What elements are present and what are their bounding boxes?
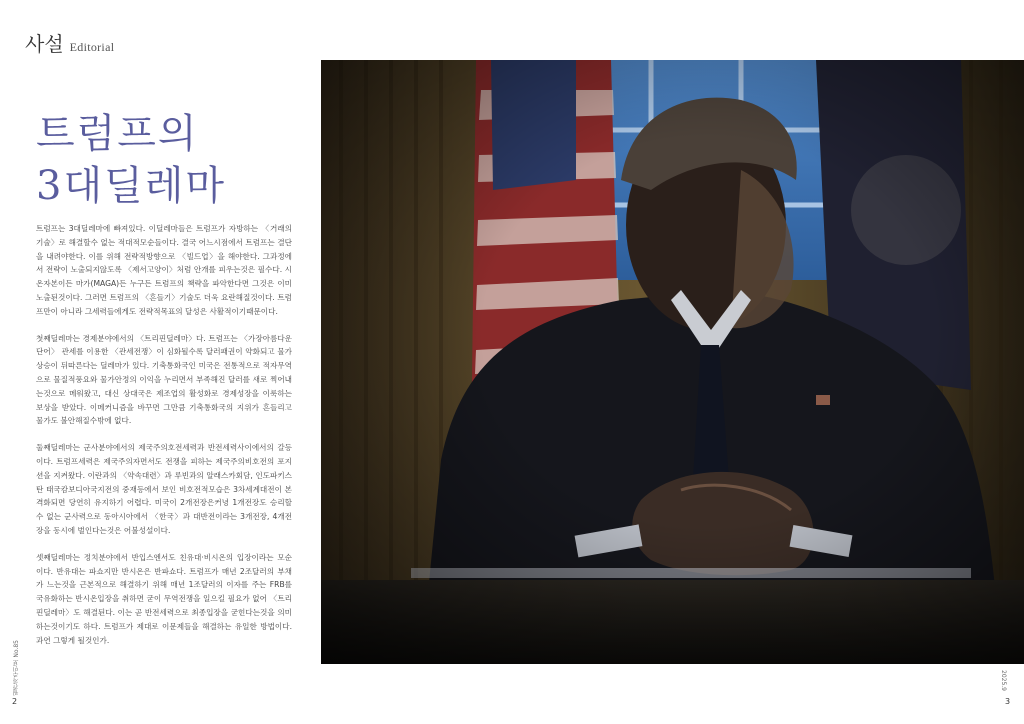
headline [36,108,226,212]
paragraph: 셋째딜레마는 정치분야에서 반입스엔서도 친유대·비시온의 입장이라는 모순이다. 반유대는 파쇼지만 반시온은 반파쇼다. 트럼프가 매년 2조달러의 부채가 느는것을 근본적으로 해결하기 위해 매년 1조달러의 이자를 주는 FRB를 국유화하는 반시온입장을 취하면 굳이 무역전쟁을 일으킬 필요가 없어 〈트리핀딜레마〉도 해결된다. 이는 곧 반전세력으로 최종입장을 굳힌다는것을 의미하는것이기도 하다. 트럼프가 제대로 이문제들을 해결하는 유일한 방법이다. 과연 그렇게 될것인가. [36,552,292,645]
side-caption-right: 2025.9 [1000,670,1007,691]
page-number-right: 3 [1005,697,1011,706]
side-caption-left: 월간자주민보 No.85 [13,640,20,696]
headline-line-2: 3대딜레마 [36,163,227,209]
paragraph: 둘째딜레마는 군사분야에서의 제국주의호전세력과 반전세력사이에서의 갈등이다. 트럼프세력은 제국주의자면서도 전쟁을 피하는 제국주의비호전의 포지션을 지켜왔다. 이란과의 〈약속대련〉과 루빈과의 알래스카회담, 인도파키스탄 태국캄보디아국지전의 중재등에서 보인 비호전적모습은 3차세계대전이 본격화되면 당연히 유지하기 어렵다. 미국이 2개전장은커녕 1개전장도 승리할수 없는 군사력으로 동아시아에서 〈한국〉과 대반전이라는 3개전장, 4개전장을 동시에 벌인다는것은 어불성설이다. [36,443,292,535]
section-label-ko: 사설 [25,32,64,56]
paragraph: 트럼프는 3대딜레마에 빠져있다. 이딜레마들은 트럼프가 자방하는 〈거래의기술〉로 해결할수 없는 적대적모순들이다. 결국 어느시점에서 트럼프는 결단을 내려야한다. 이를 위해 전략적방향으로 〈빌드업〉을 해야한다. 그과정에서 전략이 노출되지않도록 〈제서고양이〉처럼 안개를 피우는것은 필수다. 시온자본이든 마가(MAGA)든 누구든 트럼프의 책략을 파악한다면 그것은 이미 노출된것이다. 그러면 트럼프의 〈흔들기〉기술도 더욱 요란해질것이다. 트럼프만이 아니라 그세력들에게도 전략적목표의 달성은 사활적이기때문이다. [36,224,292,316]
photo-illustration [321,60,1024,664]
section-label-en: Editorial [69,40,115,54]
section-header [25,28,114,57]
headline-line-1: 트럼프의 [36,111,199,157]
feature-photo [321,60,1024,664]
paragraph: 첫째딜레마는 경제분야에서의 〈트리핀딜레마〉다. 트럼프는 〈가장아름다운단어〉 관세를 이용한 〈관세전쟁〉이 심화될수록 달러패권이 약화되고 물가상승이 뒤따른다는 딜레마가 있다. 기축통화국인 미국은 전통적으로 적자무역으로 물질적풍요와 물가안정의 이익을 누리면서 부족해진 달러를 새로 찍어내는것으로 메워왔고, 대신 상대국은 제조업의 활성화로 경제성장을 이룩하는 보상을 받았다. 이메커니즘을 바꾸면 그만큼 기축통화국의 지위가 흔들리고 물가도 불안해질수밖에 없다. [36,333,292,426]
article-body [36,222,292,660]
page-number-left: 2 [12,697,18,706]
